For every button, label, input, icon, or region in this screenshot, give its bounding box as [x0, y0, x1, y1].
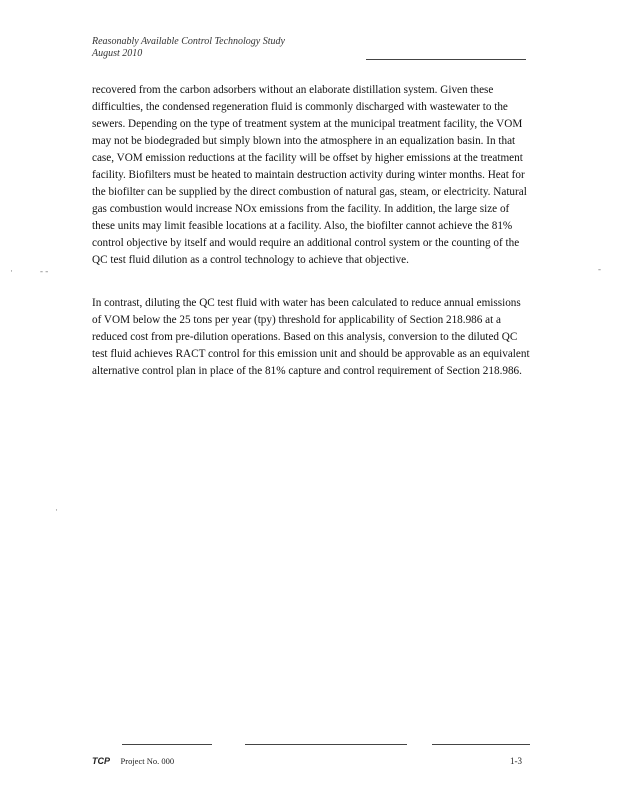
footer-project: Project No. 000	[120, 756, 175, 766]
margin-mark-lower: ·	[55, 505, 58, 515]
footer-rule-1	[122, 744, 212, 745]
footer-left	[92, 756, 174, 767]
header-title: Reasonably Available Control Technology Study	[92, 36, 285, 47]
body-paragraph-2: In contrast, diluting the QC test fluid with water has been calculated to reduce annual emissions of VOM below the 25 tons per year (tpy) threshold for applicability of Section 218.986 at a reduced cost from pre-dilution operations. Based on this analysis, conversion to the diluted QC test fluid achieves RACT control for this emission unit and should be approvable as an equivalent alternative control plan in place of the 81% capture and control requirement of Section 218.986.	[92, 297, 530, 377]
header-date: August 2010	[92, 48, 143, 59]
running-header	[92, 36, 285, 60]
footer-brand: TCP	[92, 756, 110, 766]
body-paragraph-1: recovered from the carbon adsorbers without an elaborate distillation system. Given these difficulties, the condensed regeneration fluid is commonly discharged with wastewater to the sewers. Depending on the type of treatment system at the municipal treatment facility, the VOM may not be biodegraded but simply blown into the atmosphere in an equalization basin. In that case, VOM emission reductions at the facility will be offset by higher emissions at the treatment facility. Biofilters must be heated to maintain destruction activity during winter months. Heat for the biofilter can be supplied by the direct combustion of natural gas, steam, or electricity. Natural gas combustion would increase NOx emissions from the facility. In addition, the large size of these units may limit feasible locations at a facility. Also, the biofilter cannot achieve the 81% control objective by itself and would require an additional control system or the counting of the QC test fluid dilution as a control technology to achieve that objective.	[92, 84, 527, 266]
header-rule	[366, 59, 526, 60]
footer-rule-3	[432, 744, 530, 745]
margin-mark-left-2: - -	[40, 266, 49, 276]
page-number: 1-3	[510, 756, 522, 766]
footer-rule-2	[245, 744, 407, 745]
margin-mark-right: -	[598, 264, 601, 274]
margin-mark-left: ·	[10, 266, 13, 276]
